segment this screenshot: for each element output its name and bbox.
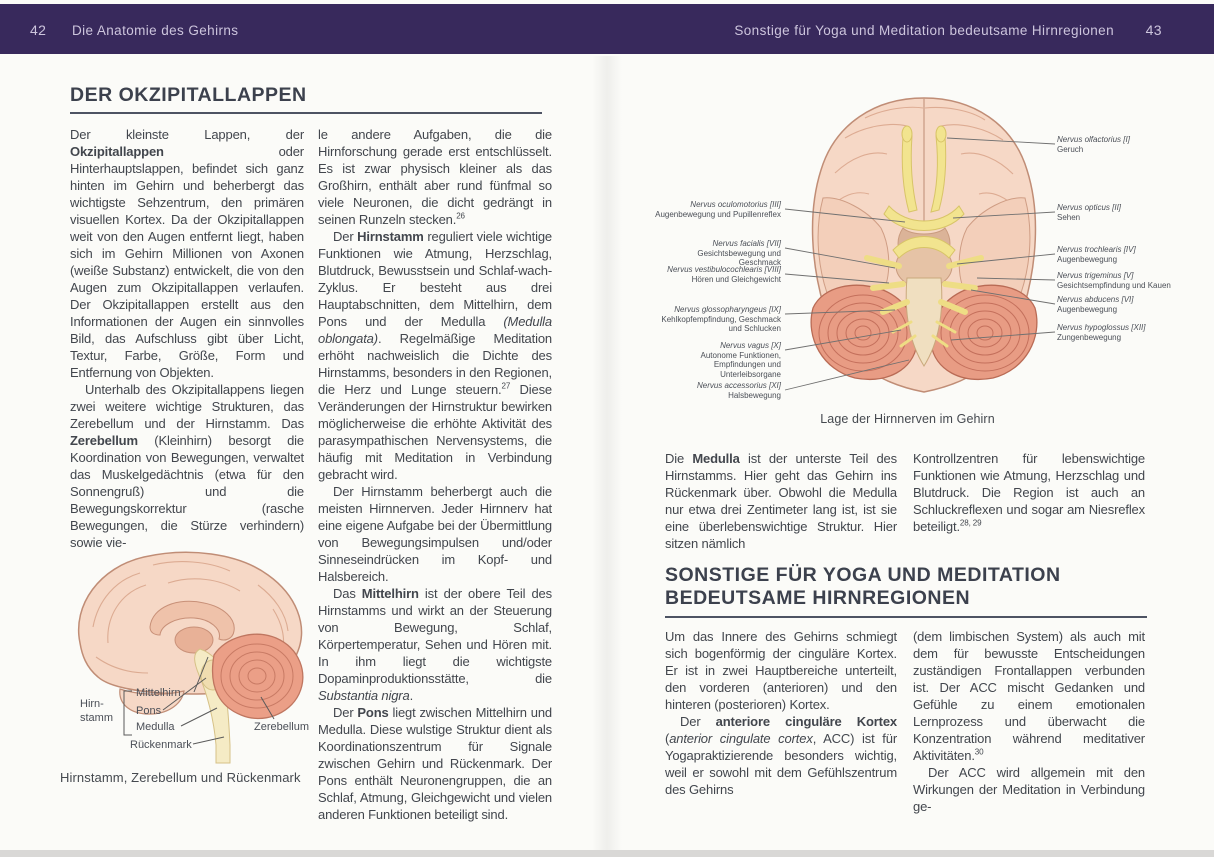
- running-title-right: Sonstige für Yoga und Meditation bedeutsame Hirnregionen: [734, 23, 1114, 38]
- label-rueckenmark: Rückenmark: [130, 739, 192, 751]
- medulla-column-2: [913, 450, 1145, 535]
- paragraph: Der Pons liegt zwischen Mittelhirn und Medulla. Diese wulstige Struktur dient als Koordinationszentrum für Signale zwischen Gehirn und Rückenmark. Der Pons enthält Neuronengruppen, die an Schlaf, Atmung, Gleichgewicht und vielen anderen Funktionen beteiligt sind.: [318, 705, 552, 822]
- nerve-label-trigeminus: [1057, 271, 1171, 290]
- paragraph: le andere Aufgaben, die die Hirnforschung gerade erst entschlüsselt. Es ist zwar physisch kleiner als das Großhirn, enthält aber rund fünfmal so viele Neuronen, die dicht gedrängt in seinen Runzeln stecken.$^{26}$: [318, 127, 552, 227]
- paragraph: (dem limbischen System) als auch mit dem für bewusste Entscheidungen zuständigen Frontallappen verbunden ist. Der ACC mischt Gedanken und Gefühle zu einem emotionalen Lernprozess und überwacht die Konzentration während meditativer Aktivitäten.$^{30}$: [913, 629, 1145, 763]
- nerve-function: Gesichtsbewegung und Geschmack: [697, 248, 781, 267]
- right-figure-caption: Lage der Hirnnerven im Gehirn: [820, 412, 995, 426]
- left-heading-rule: [70, 112, 542, 114]
- cranial-nerves-figure: [655, 78, 1171, 413]
- nerve-name: Nervus glossopharyngeus [IX]: [674, 305, 781, 314]
- paragraph: Der Hirnstamm reguliert viele wichtige Funktionen wie Atmung, Herzschlag, Blutdruck, Bewusstsein und Schlaf-wach-Zyklus. Er besteht aus drei Hauptabschnitten, dem Mittelhirn, dem Pons und der Medulla (Medulla oblongata). Regelmäßige Meditation erhöht nachweislich die Dichte des Hirnstamms, besonders in den Regionen, die Herz und Lunge steuern.$^{27}$ Diese Veränderungen der Hirnstruktur bewirken möglicherweise die erhöhte Aktivität des parasympathischen Nervensystems, die häufig mit Meditation in Verbindung gebracht wird.: [318, 229, 552, 482]
- label-mittelhirn: Mittelhirn: [136, 687, 181, 699]
- nerve-function: Zungenbewegung: [1057, 332, 1122, 342]
- nerve-name: Nervus opticus [II]: [1057, 203, 1122, 212]
- nerve-name: Nervus vagus [X]: [720, 341, 781, 350]
- nerve-function: Augenbewegung und Pupillenreflex: [655, 209, 781, 219]
- nerve-function: Hören und Gleichgewicht: [691, 274, 781, 284]
- right-page-heading: SONSTIGE FÜR YOGA UND MEDITATION BEDEUTSAME HIRNREGIONEN: [665, 564, 1061, 609]
- right-heading-rule: [665, 616, 1147, 618]
- nerve-name: Nervus facialis [VII]: [712, 239, 781, 248]
- nerve-name: Nervus trigeminus [V]: [1057, 271, 1134, 280]
- paragraph: Der kleinste Lappen, der Okzipitallappen oder Hinterhauptslappen, befindet sich ganz hinten im Gehirn und beherbergt das wichtigste Sehzentrum, den primären visuellen Kortex. Da der Okzipitallappen weit von den Augen entfernt liegt, haben sich im Gehirn Millionen von Axonen (weiße Substanz) entwickelt, die von den Augen zum Okzipitallappen verlaufen. Der Okzipitallappen erstellt aus den Informationen der Augen ein sinnvolles Bild, das Aufschluss gibt über Licht, Textur, Farbe, Größe, Form und Entfernung von Objekten.: [70, 127, 304, 380]
- nerve-label-vestibulocochlearis: [655, 265, 781, 284]
- paragraph: Das Mittelhirn ist der obere Teil des Hirnstamms und wirkt an der Steuerung von Bewegung, Schlaf, Körpertemperatur, Sehen und Hören mit. In ihm liegt die wichtigste Dopaminproduktionsstätte, die Substantia nigra.: [318, 586, 552, 703]
- nerve-function: Gesichtsempfindung und Kauen: [1057, 280, 1171, 290]
- paragraph: Unterhalb des Okzipitallappens liegen zwei weitere wichtige Strukturen, das Zerebellum und der Hirnstamm. Das Zerebellum (Kleinhirn) besorgt die Koordination von Bewegungen, verwaltet das Muskelgedächtnis (etwa für den Sonnengruß) und die Bewegungskorrektur (rasche Bewegungen, die Stürze verhindern) sowie vie-: [70, 382, 304, 550]
- left-page-column-2: [318, 126, 552, 823]
- paragraph: Der ACC wird allgemein mit den Wirkungen der Meditation in Verbindung ge-: [913, 765, 1145, 814]
- nerve-name: Nervus vestibulocochlearis [VIII]: [667, 265, 781, 274]
- page-number-right: 43: [1145, 22, 1162, 38]
- paragraph: Um das Innere des Gehirns schmiegt sich bogenförmig der cinguläre Kortex. Er ist in zwei Hauptbereiche unterteilt, den vorderen (anterioren) und den hinteren (posterioren) Kortex.: [665, 629, 897, 712]
- nerve-function: Halsbewegung: [728, 390, 781, 400]
- label-medulla: Medulla: [136, 721, 175, 733]
- nerve-label-olfactorius: [1057, 135, 1157, 154]
- nerve-label-opticus: [1057, 203, 1157, 222]
- label-zerebellum: Zerebellum: [254, 721, 310, 733]
- page-gutter: [592, 56, 622, 850]
- left-figure-caption: Hirnstamm, Zerebellum und Rückenmark: [60, 770, 301, 785]
- section-column-2: [913, 628, 1145, 815]
- nerve-label-hypoglossus: [1057, 323, 1157, 342]
- section-column-1: [665, 628, 897, 798]
- nerve-name: Nervus abducens [VI]: [1057, 295, 1134, 304]
- paragraph: Der anteriore cinguläre Kortex (anterior cingulate cortex, ACC) ist für Yogapraktizierende besonders wichtig, weil er sowohl mit dem Gefühlszentrum des Gehirns: [665, 714, 898, 797]
- sagittal-brain-illustration: [58, 545, 318, 767]
- nerve-function: Autonome Funktionen, Empfindungen und Unterleibsorgane: [700, 350, 781, 379]
- nerve-function: Geruch: [1057, 144, 1084, 154]
- running-header: [0, 4, 1214, 54]
- nerve-name: Nervus accessorius [XI]: [696, 381, 781, 390]
- page-number-left: 42: [30, 22, 47, 38]
- nerve-function: Kehlkopfempfindung, Geschmack und Schlucken: [661, 314, 781, 333]
- paragraph: Der Hirnstamm beherbergt auch die meisten Hirnnerven. Jeder Hirnnerv hat eine eigene Aufgabe bei der Übermittlung von Bewegungsimpulsen und/oder Sinneseindrücken im Kopf- und Halsbereich.: [318, 484, 552, 584]
- nerve-label-accessorius: [655, 381, 781, 400]
- nerve-label-vagus: [655, 341, 781, 379]
- paragraph: Die Medulla ist der unterste Teil des Hirnstamms. Hier geht das Gehirn ins Rückenmark über. Obwohl die Medulla nur etwa drei Zentimeter lang ist, ist sie eine überlebenswichtige Struktur. Hier sitzen nämlich: [665, 451, 897, 551]
- left-page-column-1: [70, 126, 304, 551]
- medulla-column-1: [665, 450, 897, 552]
- nerve-name: Nervus trochlearis [IV]: [1057, 245, 1136, 254]
- nerve-name: Nervus oculomotorius [III]: [690, 200, 781, 209]
- paragraph: Kontrollzentren für lebenswichtige Funktionen wie Atmung, Herzschlag und Blutdruck. Die Region ist auch an Schluckreflexen und sogar am Niesreflex beteiligt.$^{28, 29}$: [913, 451, 1145, 534]
- nerve-function: Sehen: [1057, 212, 1081, 222]
- nerve-function: Augenbewegung: [1057, 254, 1118, 264]
- label-hirnstamm-line1: Hirn-: [80, 698, 104, 710]
- nerve-name: Nervus hypoglossus [XII]: [1057, 323, 1146, 332]
- nerve-label-oculomotorius: [655, 200, 781, 219]
- running-title-left: Die Anatomie des Gehirns: [72, 23, 239, 38]
- nerve-name: Nervus olfactorius [I]: [1057, 135, 1130, 144]
- nerve-function: Augenbewegung: [1057, 304, 1118, 314]
- label-hirnstamm-line2: stamm: [80, 712, 113, 724]
- nerve-label-trochlearis: [1057, 245, 1157, 264]
- page-bottom-edge: [0, 850, 1214, 857]
- brainstem-figure: [58, 545, 318, 767]
- nerve-label-glossopharyngeus: [655, 305, 781, 334]
- nerve-label-abducens: [1057, 295, 1157, 314]
- nerve-label-facialis: [655, 239, 781, 268]
- label-pons: Pons: [136, 705, 162, 717]
- left-page-heading: DER OKZIPITALLAPPEN: [70, 84, 307, 106]
